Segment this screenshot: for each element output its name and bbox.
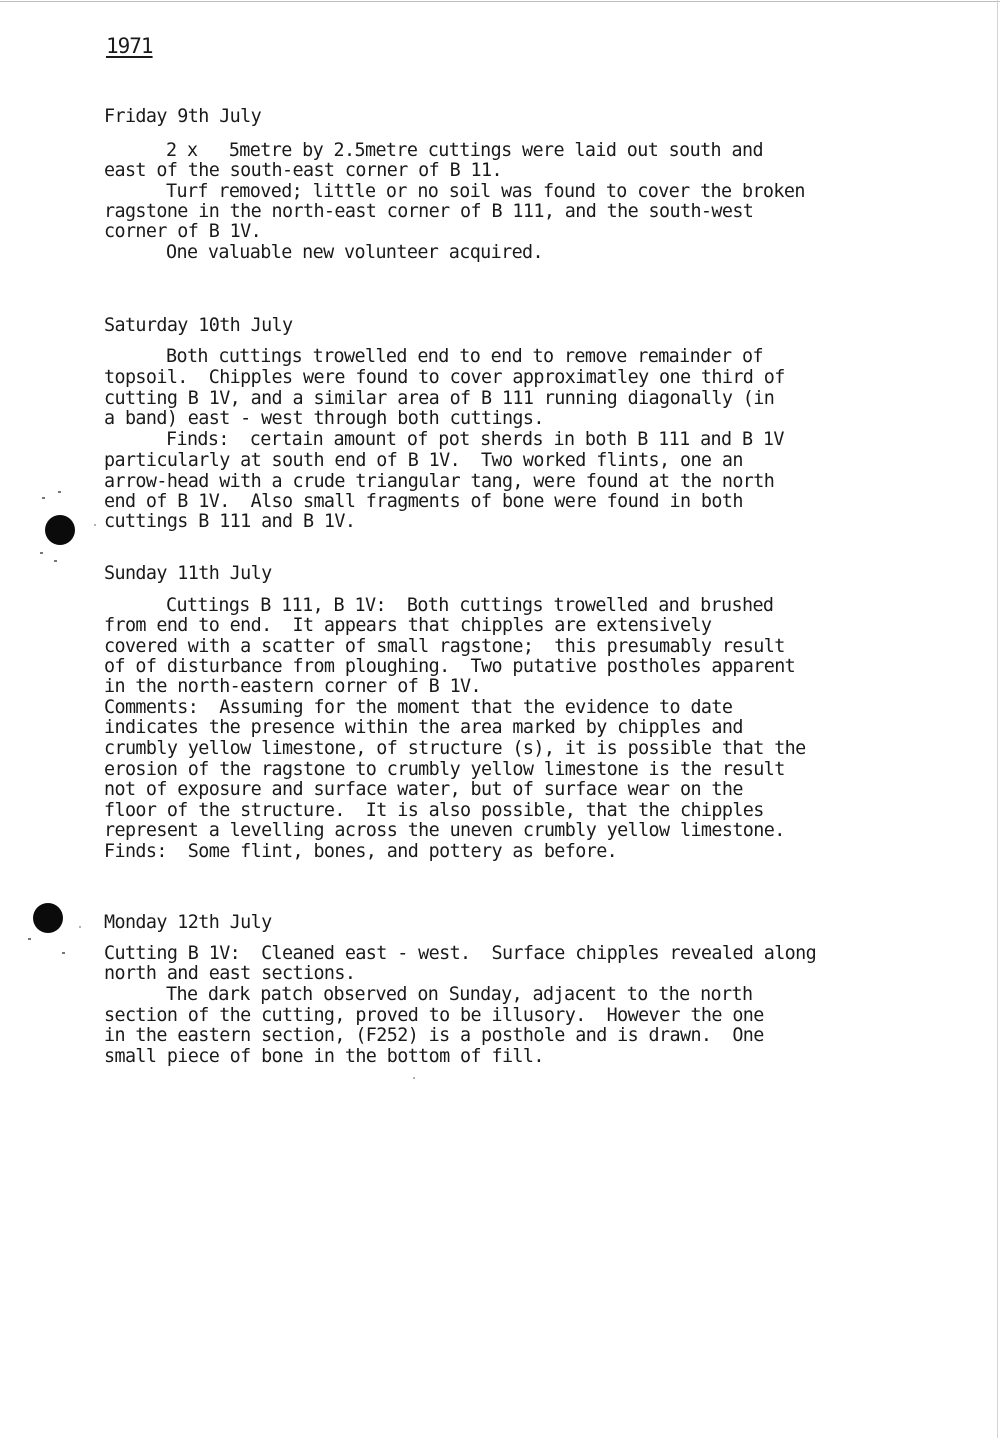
scan-speck: [79, 926, 81, 928]
scan-speck: [413, 1077, 415, 1079]
entry-heading: Sunday 11th July: [104, 563, 272, 584]
text-line: a band) east - west through both cuttings.: [104, 408, 544, 429]
text-line: north and east sections.: [104, 963, 356, 984]
page-top-edge: [0, 1, 1000, 2]
punch-hole: [45, 515, 75, 545]
text-line: One valuable new volunteer acquired.: [166, 242, 543, 263]
text-line: Turf removed; little or no soil was found to cover the broken: [166, 181, 805, 202]
text-line: indicates the presence within the area marked by chipples and: [104, 717, 743, 738]
page-right-edge: [997, 0, 998, 1438]
entry-heading: Monday 12th July: [104, 912, 272, 933]
text-line: arrow-head with a crude triangular tang, were found at the north: [104, 471, 775, 492]
text-line: crumbly yellow limestone, of structure (s), it is possible that the: [104, 738, 806, 759]
entry-heading: Saturday 10th July: [104, 315, 293, 336]
text-line: cutting B 1V, and a similar area of B 111 running diagonally (in: [104, 388, 775, 409]
scan-speck: [94, 524, 96, 526]
text-line: east of the south-east corner of B 11.: [104, 160, 502, 181]
text-line: 2 x 5metre by 2.5metre cuttings were laid out south and: [166, 140, 763, 161]
text-line: Cuttings B 111, B 1V: Both cuttings trowelled and brushed: [166, 595, 774, 616]
text-line: floor of the structure. It is also possible, that the chipples: [104, 800, 764, 821]
scan-speck: [58, 491, 61, 493]
text-line: corner of B 1V.: [104, 221, 262, 242]
text-line: Finds: certain amount of pot sherds in both B 111 and B 1V: [166, 429, 784, 450]
punch-hole: [33, 903, 63, 933]
text-line: small piece of bone in the bottom of fill.: [104, 1046, 544, 1067]
entry-heading: Friday 9th July: [104, 106, 262, 127]
text-line: from end to end. It appears that chipples are extensively: [104, 615, 712, 636]
text-line: Finds: Some flint, bones, and pottery as before.: [104, 841, 618, 862]
text-line: not of exposure and surface water, but of surface wear on the: [104, 779, 743, 800]
text-line: Cutting B 1V: Cleaned east - west. Surface chipples revealed along: [104, 943, 817, 964]
scan-speck: [62, 952, 65, 954]
text-line: in the eastern section, (F252) is a posthole and is drawn. One: [104, 1025, 764, 1046]
text-line: covered with a scatter of small ragstone; this presumably result: [104, 636, 785, 657]
text-line: end of B 1V. Also small fragments of bone were found in both: [104, 491, 743, 512]
scan-speck: [40, 552, 43, 554]
text-line: in the north-eastern corner of B 1V.: [104, 676, 481, 697]
text-line: The dark patch observed on Sunday, adjacent to the north: [166, 984, 753, 1005]
scan-speck: [42, 497, 45, 499]
text-line: Both cuttings trowelled end to end to remove remainder of: [166, 346, 763, 367]
text-line: ragstone in the north-east corner of B 111, and the south-west: [104, 201, 754, 222]
year-heading: 1971: [106, 34, 153, 58]
text-line: Comments: Assuming for the moment that the evidence to date: [104, 697, 733, 718]
scan-speck: [28, 938, 31, 940]
text-line: cuttings B 111 and B 1V.: [104, 511, 356, 532]
text-line: erosion of the ragstone to crumbly yellow limestone is the result: [104, 759, 785, 780]
text-line: section of the cutting, proved to be illusory. However the one: [104, 1005, 764, 1026]
scan-speck: [54, 560, 57, 562]
text-line: of of disturbance from ploughing. Two putative postholes apparent: [104, 656, 796, 677]
text-line: represent a levelling across the uneven crumbly yellow limestone.: [104, 820, 785, 841]
text-line: particularly at south end of B 1V. Two worked flints, one an: [104, 450, 743, 471]
text-line: topsoil. Chipples were found to cover approximatley one third of: [104, 367, 785, 388]
